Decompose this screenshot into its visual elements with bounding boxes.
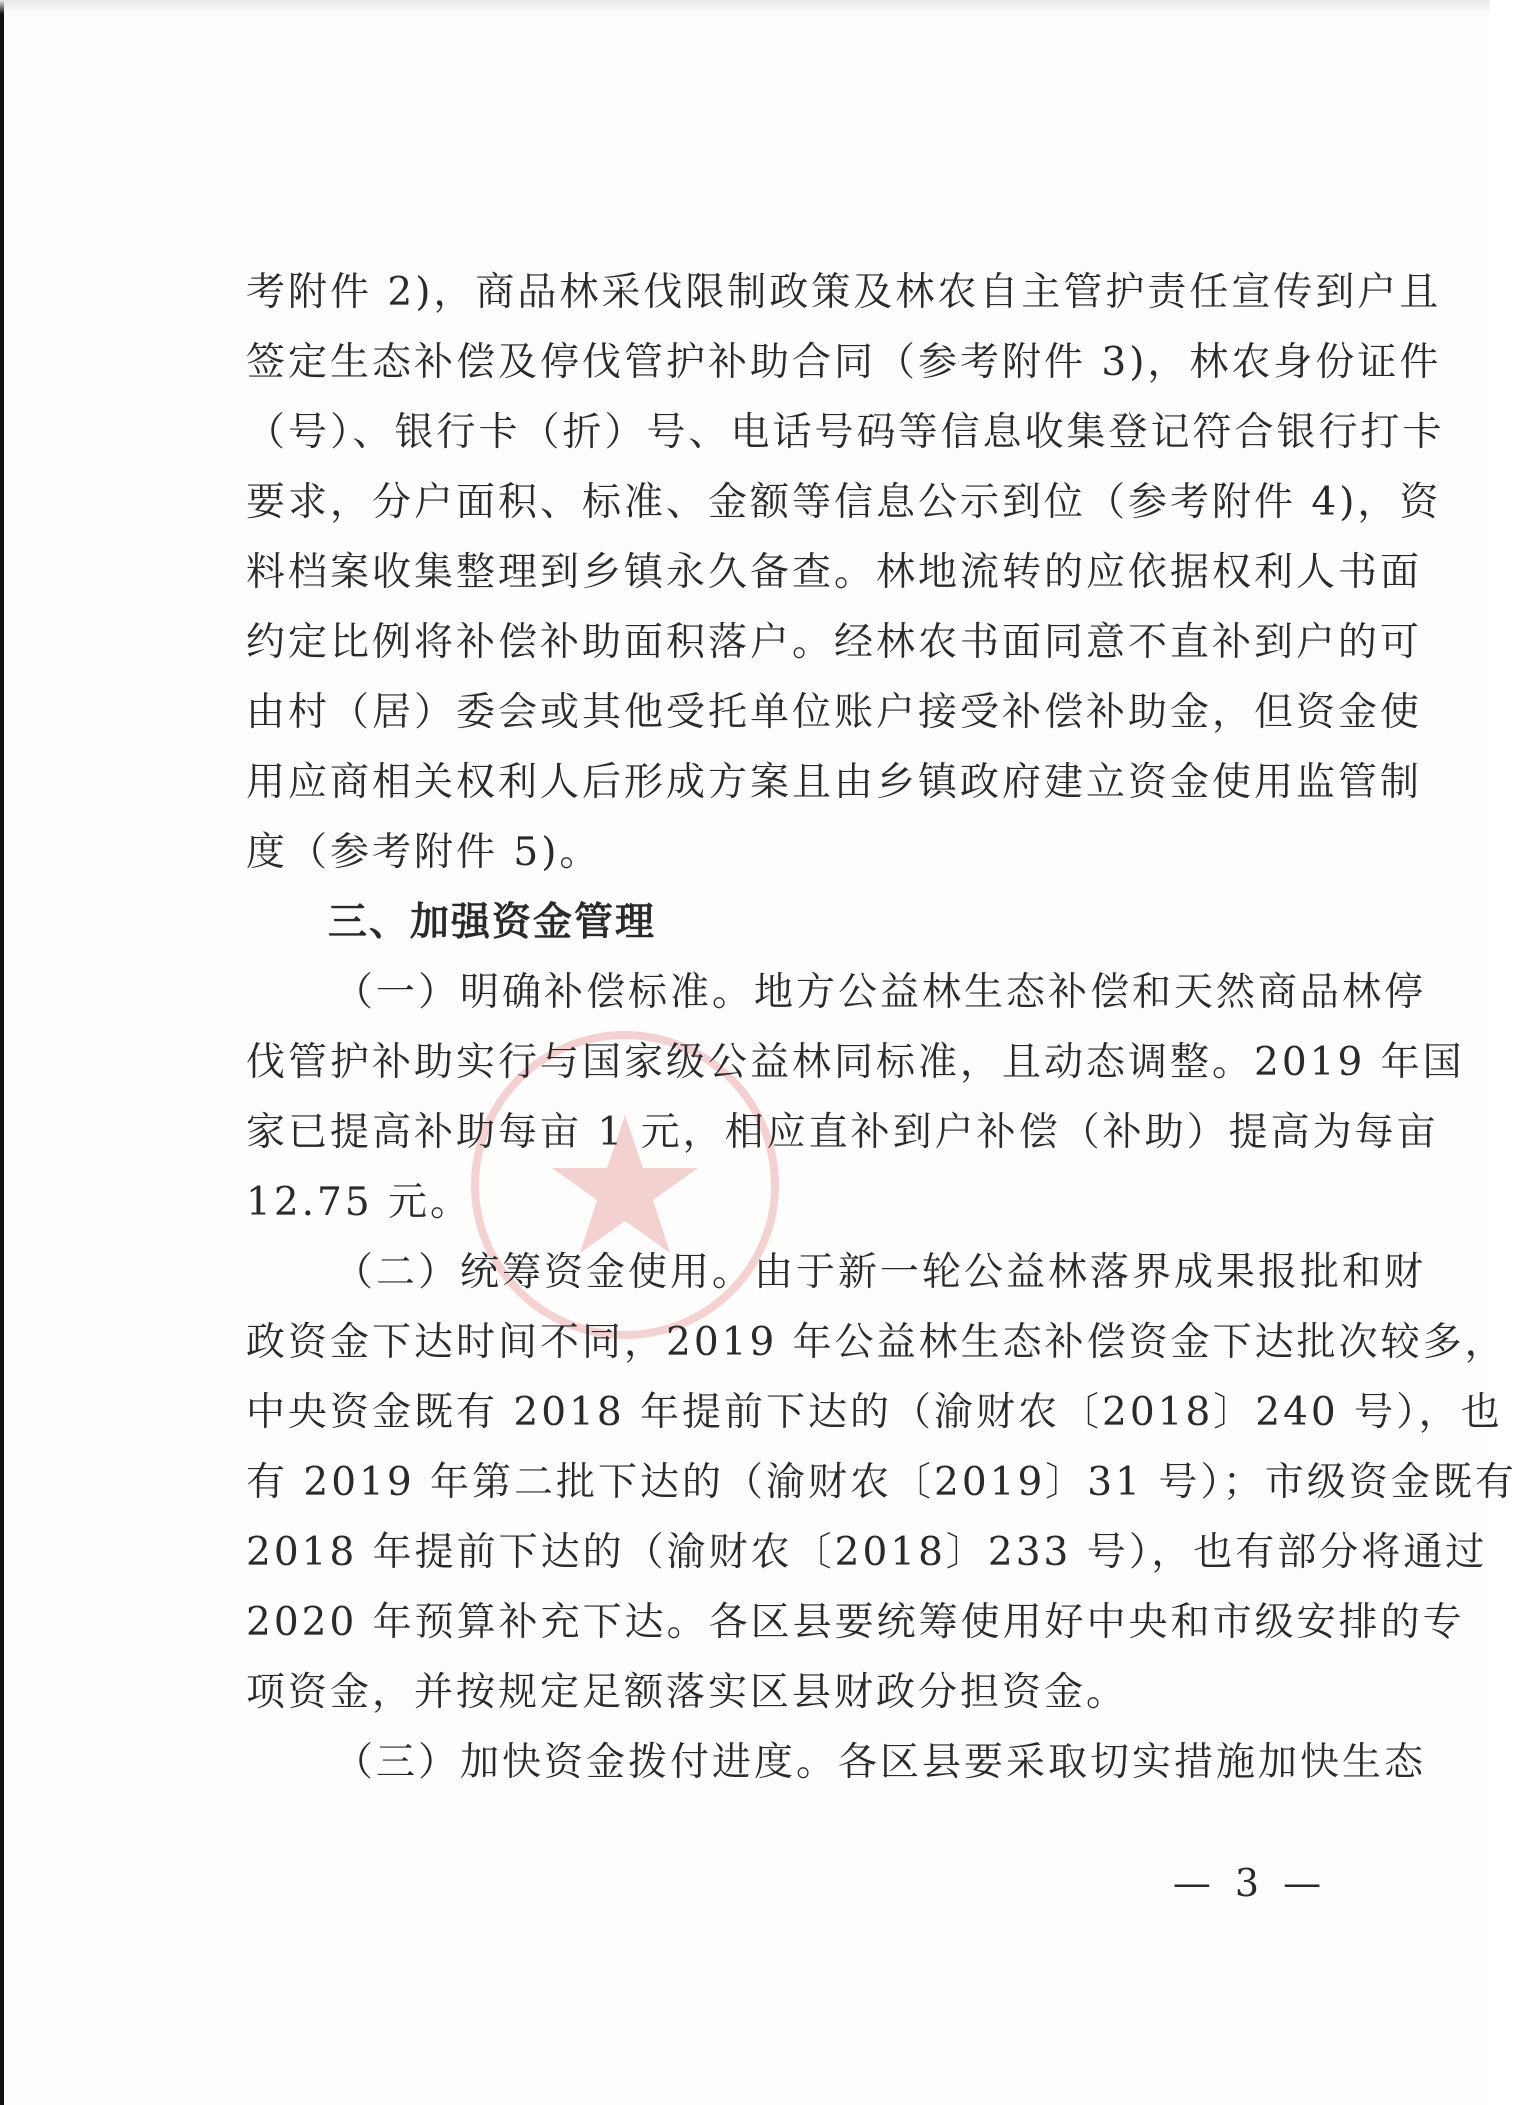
paragraph-line: 2020 年预算补充下达。各区县要统筹使用好中央和市级安排的专 <box>246 1600 1465 1645</box>
page-number: — 3 — <box>1172 1861 1328 1905</box>
paragraph-line: 2018 年提前下达的（渝财农〔2018〕233 号），也有部分将通过 <box>246 1530 1488 1575</box>
paragraph-line: （二）统筹资金使用。由于新一轮公益林落界成果报批和财 <box>334 1250 1427 1295</box>
paragraph-line: 要求，分户面积、标准、金额等信息公示到位（参考附件 4)，资 <box>246 480 1442 525</box>
paragraph-line: 签定生态补偿及停伐管护补助合同（参考附件 3)，林农身份证件 <box>246 340 1442 385</box>
paragraph-line: 政资金下达时间不同，2019 年公益林生态补偿资金下达批次较多， <box>246 1320 1507 1365</box>
paragraph-line: 约定比例将补偿补助面积落户。经林农书面同意不直补到户的可 <box>246 620 1423 665</box>
scan-left-edge <box>0 0 4 2105</box>
paragraph-line: 家已提高补助每亩 1 元，相应直补到户补偿（补助）提高为每亩 <box>246 1110 1439 1155</box>
paragraph-line: 用应商相关权利人后形成方案且由乡镇政府建立资金使用监管制 <box>246 760 1423 805</box>
paragraph-line: 项资金，并按规定足额落实区县财政分担资金。 <box>246 1670 1129 1715</box>
paragraph-line: （一）明确补偿标准。地方公益林生态补偿和天然商品林停 <box>334 970 1427 1015</box>
section-heading: 三、加强资金管理 <box>328 900 657 945</box>
paragraph-line: （号）、银行卡（折）号、电话号码等信息收集登记符合银行打卡 <box>246 410 1445 455</box>
paragraph-line: 度（参考附件 5)。 <box>246 830 602 875</box>
paragraph-line: （三）加快资金拨付进度。各区县要采取切实措施加快生态 <box>334 1740 1427 1785</box>
paragraph-line: 考附件 2)，商品林采伐限制政策及林农自主管护责任宣传到户且 <box>246 270 1442 315</box>
body-text <box>246 258 1517 1798</box>
paragraph-line: 由村（居）委会或其他受托单位账户接受补偿补助金，但资金使 <box>246 690 1423 735</box>
paragraph-line: 伐管护补助实行与国家级公益林同标准，且动态调整。2019 年国 <box>246 1040 1465 1085</box>
paragraph-line: 中央资金既有 2018 年提前下达的（渝财农〔2018〕240 号），也 <box>246 1390 1503 1435</box>
paragraph-line: 有 2019 年第二批下达的（渝财农〔2019〕31 号）；市级资金既有 <box>246 1460 1517 1505</box>
paragraph-line: 12.75 元。 <box>246 1180 473 1225</box>
scan-top-shadow <box>0 0 1490 14</box>
paragraph-line: 料档案收集整理到乡镇永久备查。林地流转的应依据权利人书面 <box>246 550 1423 595</box>
